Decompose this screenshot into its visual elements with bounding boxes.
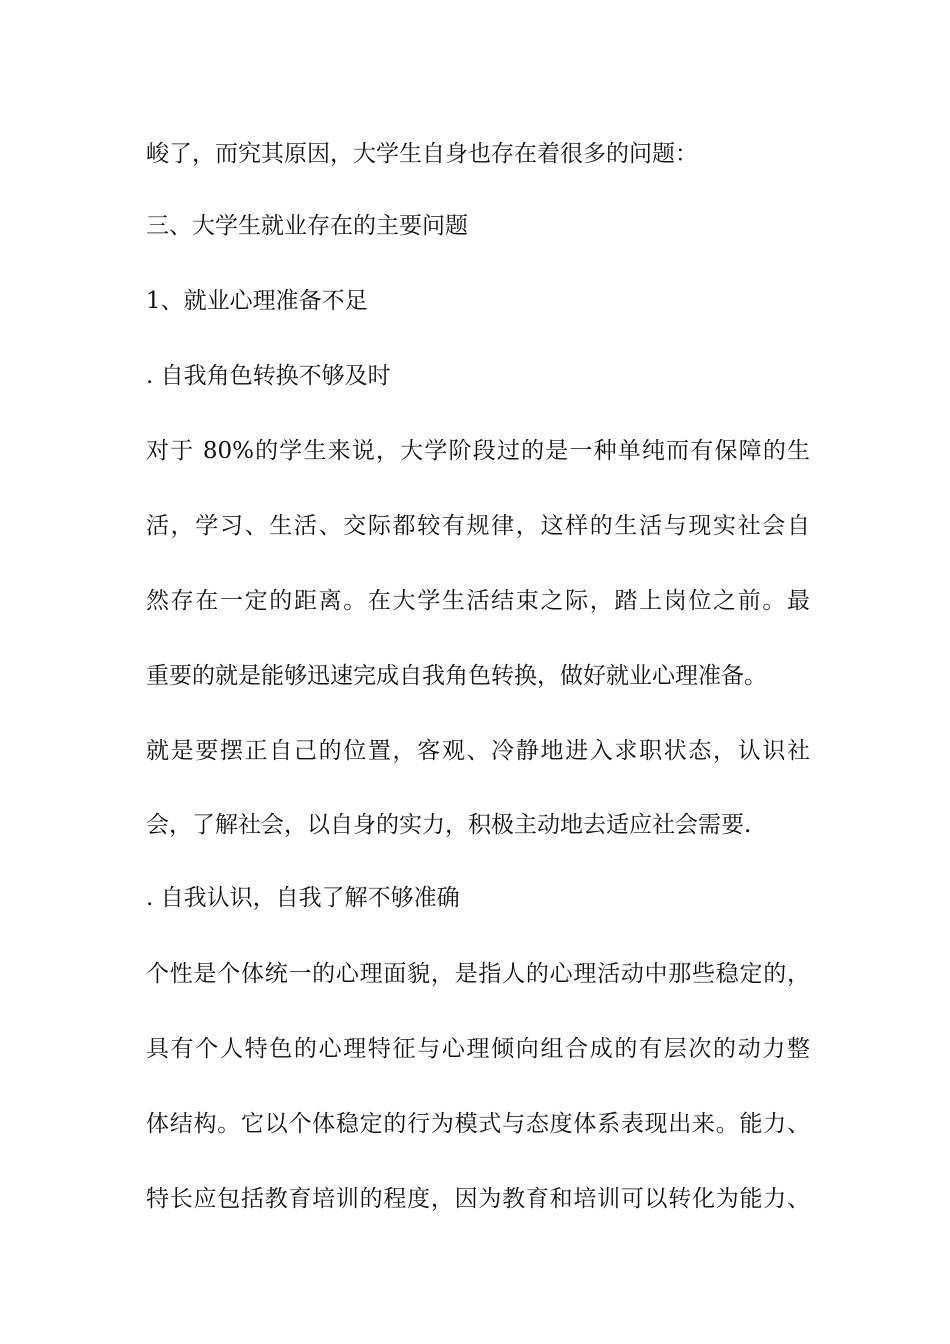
- paragraph-line: 特长应包括教育培训的程度，因为教育和培训可以转化为能力、: [146, 1186, 810, 1212]
- item-heading: . 自我认识，自我了解不够准确: [146, 885, 460, 911]
- paragraph-line: 活，学习、生活、交际都较有规律，这样的生活与现实社会自: [146, 513, 810, 539]
- paragraph-line: 会，了解社会，以自身的实力，积极主动地去适应社会需要.: [146, 812, 752, 838]
- section-heading: 三、大学生就业存在的主要问题: [146, 213, 468, 239]
- paragraph-line: 对于 80%的学生来说，大学阶段过的是一种单纯而有保障的生: [146, 438, 810, 464]
- item-heading: . 自我角色转换不够及时: [146, 363, 391, 389]
- paragraph-line: 个性是个体统一的心理面貌，是指人的心理活动中那些稳定的，: [146, 961, 810, 987]
- paragraph-line: 具有个人特色的心理特征与心理倾向组合成的有层次的动力整: [146, 1036, 810, 1062]
- paragraph-line: 重要的就是能够迅速完成自我角色转换，做好就业心理准备。: [146, 663, 767, 689]
- paragraph-line: 然存在一定的距离。在大学生活结束之际，踏上岗位之前。最: [146, 588, 810, 614]
- text-line: 峻了，而究其原因，大学生自身也存在着很多的问题：: [146, 141, 698, 167]
- paragraph-line: 体结构。它以个体稳定的行为模式与态度体系表现出来。能力、: [146, 1111, 810, 1137]
- subsection-heading: 1、就业心理准备不足: [146, 288, 368, 314]
- paragraph-line: 就是要摆正自己的位置，客观、冷静地进入求职状态，认识社: [146, 738, 810, 764]
